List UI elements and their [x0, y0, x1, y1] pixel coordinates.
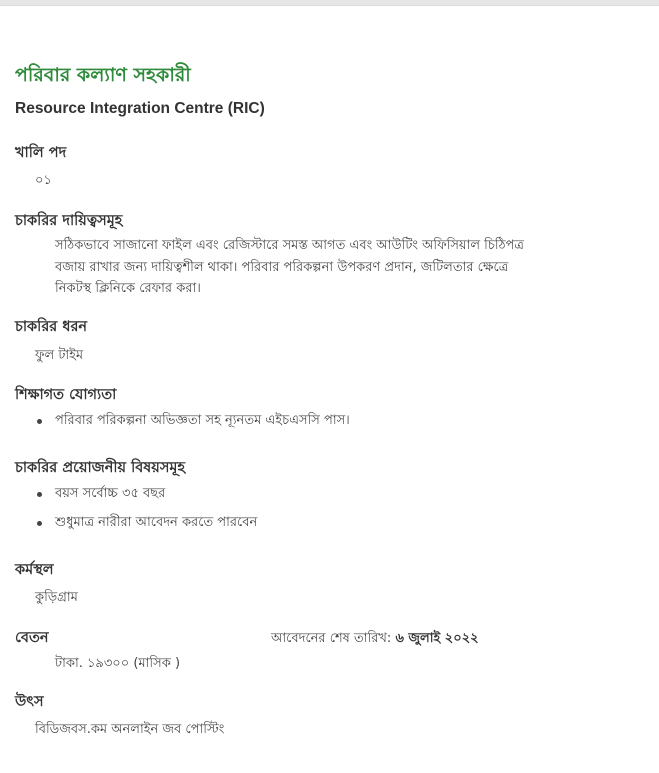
employment-type-value: ফুল টাইম [35, 348, 84, 363]
list-item: বয়স সর্বোচ্চ ৩৫ বছর [55, 484, 257, 513]
responsibilities-line: সঠিকভাবে সাজানো ফাইল এবং রেজিস্টারে সমস্ত আগত এবং আউটিং অফিসিয়াল চিঠিপত্র [55, 238, 524, 253]
location-value: কুড়িগ্রাম [35, 590, 78, 605]
browser-top-bar [0, 0, 659, 6]
salary-value: টাকা. ১৯৩০০ (মাসিক ) [55, 656, 181, 671]
job-title: পরিবার কল্যাণ সহকারী [15, 64, 191, 86]
responsibilities-heading: চাকরির দায়িত্বসমূহ [15, 213, 123, 229]
source-value: বিডিজবস.কম অনলাইন জব পোস্টিং [35, 722, 225, 737]
deadline-date: ৬ জুলাই ২০২২ [395, 631, 479, 646]
location-heading: কর্মস্থল [15, 562, 54, 578]
deadline-label: আবেদনের শেষ তারিখ: [271, 631, 392, 646]
education-heading: শিক্ষাগত যোগ্যতা [15, 387, 117, 403]
list-item: শুধুমাত্র নারীরা আবেদন করতে পারবেন [55, 513, 257, 542]
education-list [55, 411, 350, 440]
company-name: Resource Integration Centre (RIC) [15, 100, 265, 117]
responsibilities-line: বজায় রাখার জন্য দায়িত্বশীল থাকা। পরিবার পরিকল্পনা উপকরণ প্রদান, জটিলতার ক্ষেত্রে [55, 259, 509, 275]
source-heading: উৎস [15, 694, 44, 710]
responsibilities-line: নিকটস্থ ক্লিনিকে রেফার করা। [55, 281, 201, 296]
application-deadline [271, 629, 479, 650]
responsibilities-text [55, 235, 615, 300]
vacancy-heading: খালি পদ [15, 145, 67, 161]
requirements-list [55, 484, 257, 542]
requirements-heading: চাকরির প্রয়োজনীয় বিষয়সমূহ [15, 460, 186, 476]
list-item: পরিবার পরিকল্পনা অভিজ্ঞতা সহ ন্যূনতম এইচএসসি পাস। [55, 411, 350, 440]
vacancy-value: ০১ [35, 173, 52, 188]
employment-type-heading: চাকরির ধরন [15, 319, 88, 335]
salary-heading: বেতন [15, 630, 49, 646]
